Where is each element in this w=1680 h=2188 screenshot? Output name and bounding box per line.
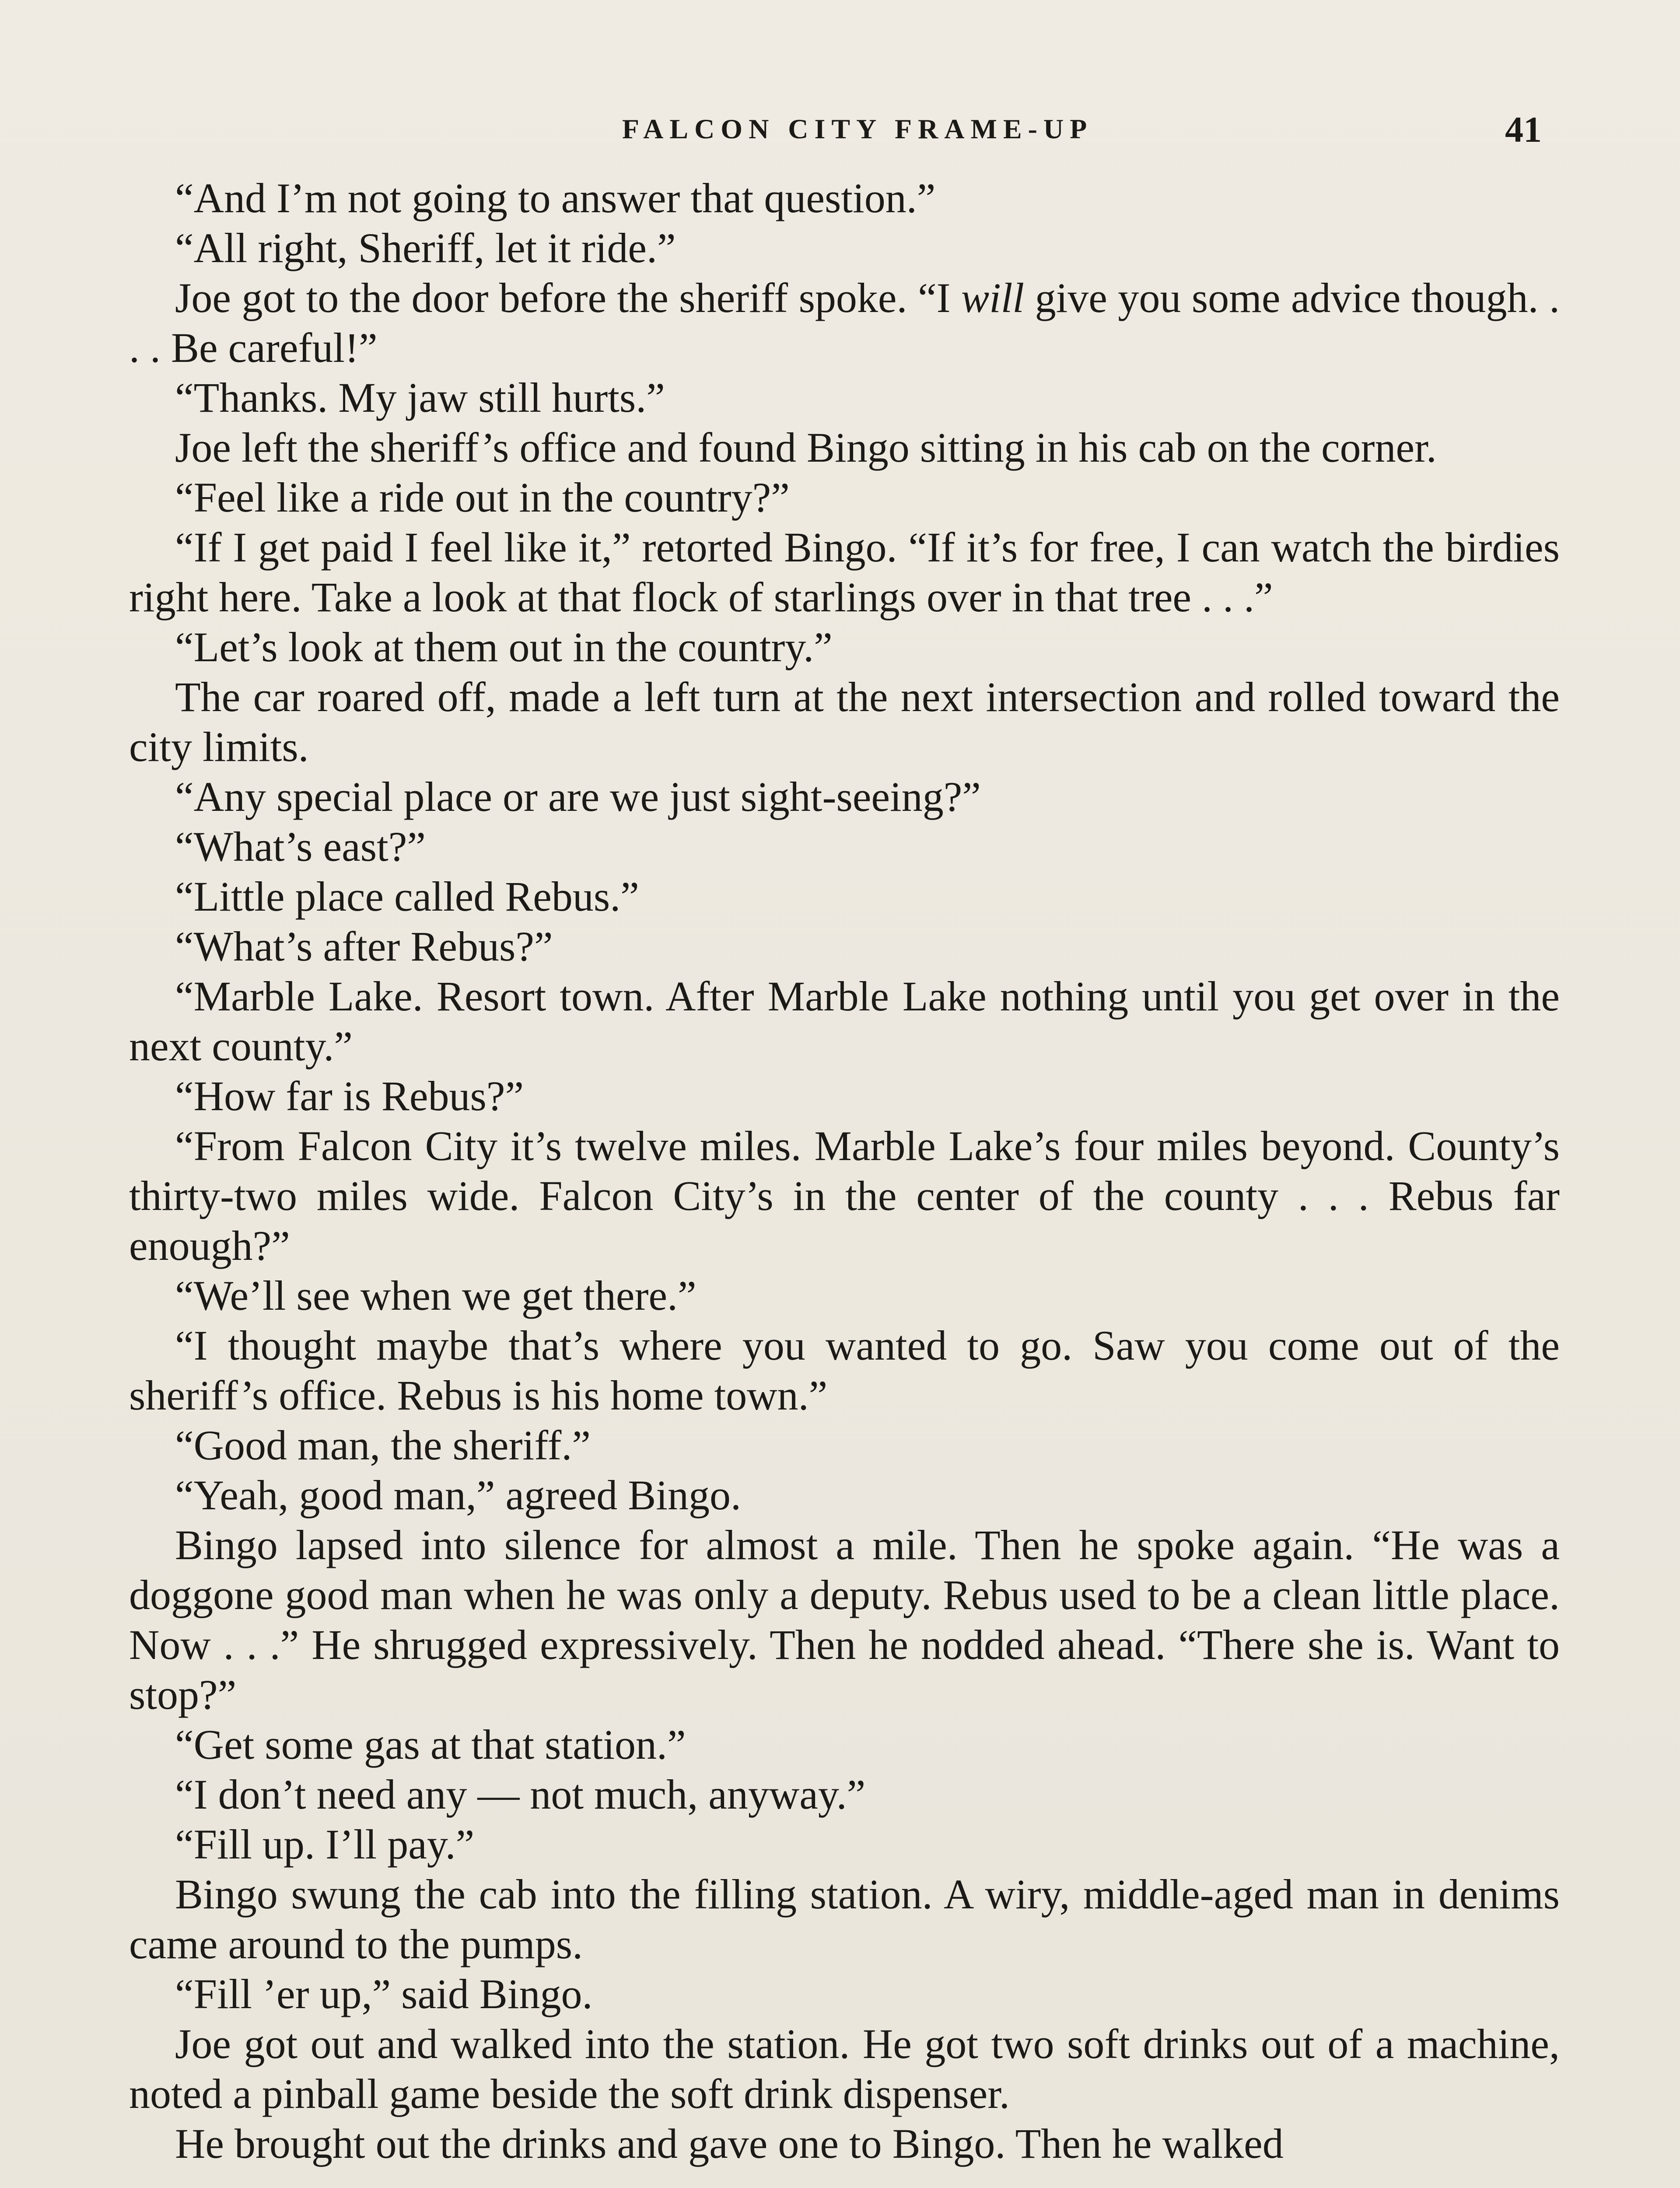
paragraph: The car roared off, made a left turn at the next intersection and rolled toward the city limits. <box>129 673 1560 770</box>
paragraph: “Fill ’er up,” said Bingo. <box>175 1971 593 2017</box>
paragraph: Joe got out and walked into the station. He got two soft drinks out of a machine, noted a pinball game beside the soft drink dispenser. <box>129 2020 1560 2117</box>
paragraph: “Fill up. I’ll pay.” <box>175 1821 475 1868</box>
paragraph: “Let’s look at them out in the country.” <box>175 624 833 670</box>
paragraph: “We’ll see when we get there.” <box>175 1272 696 1319</box>
paragraph: “How far is Rebus?” <box>175 1073 524 1119</box>
paragraph: “From Falcon City it’s twelve miles. Marble Lake’s four miles beyond. County’s thirty-two miles wide. Falcon City’s in the center of the county . . . Rebus far enough?” <box>129 1122 1560 1269</box>
paragraph: “Thanks. My jaw still hurts.” <box>175 374 665 421</box>
paragraph: “And I’m not going to answer that question.” <box>175 175 936 221</box>
paragraph: “Marble Lake. Resort town. After Marble Lake nothing until you get over in the next county.” <box>129 973 1560 1069</box>
paragraph: “Yeah, good man,” agreed Bingo. <box>175 1472 741 1518</box>
paragraph: “Little place called Rebus.” <box>175 873 639 920</box>
paragraph: “I don’t need any — not much, anyway.” <box>175 1771 866 1818</box>
paragraph: Joe left the sheriff’s office and found Bingo sitting in his cab on the corner. <box>175 424 1437 471</box>
paragraph <box>129 273 1560 373</box>
paragraph: “What’s east?” <box>175 823 426 870</box>
paragraph-text-before: Joe got to the door before the sheriff spoke. “I <box>175 274 962 321</box>
running-head: FALCON CITY FRAME-UP <box>622 113 1093 144</box>
paragraph: Bingo lapsed into silence for almost a mile. Then he spoke again. “He was a doggone good man when he was only a deputy. Rebus used to be a clean little place. Now . . .” He shrugged expressively. Then he nodded ahead. “There she is. Want to stop?” <box>129 1522 1560 1718</box>
paragraph: “Feel like a ride out in the country?” <box>175 474 790 521</box>
paragraph: “I thought maybe that’s where you wanted to go. Saw you come out of the sheriff’s office. Rebus is his home town.” <box>129 1322 1560 1419</box>
paragraph: He brought out the drinks and gave one to Bingo. Then he walked <box>175 2120 1284 2167</box>
paragraph: “If I get paid I feel like it,” retorted Bingo. “If it’s for free, I can watch the birdies right here. Take a look at that flock of starlings over in that tree . . .” <box>129 524 1560 621</box>
body-text <box>129 173 1560 2169</box>
paragraph: Bingo swung the cab into the filling station. A wiry, middle-aged man in denims came around to the pumps. <box>129 1871 1560 1967</box>
page-header <box>0 109 1680 152</box>
paragraph: “All right, Sheriff, let it ride.” <box>175 224 676 271</box>
paragraph: “Get some gas at that station.” <box>175 1721 686 1768</box>
paragraph: “Any special place or are we just sight-seeing?” <box>175 773 981 820</box>
emphasis-will: will <box>961 274 1025 321</box>
page-number: 41 <box>1505 109 1542 150</box>
paragraph: “Good man, the sheriff.” <box>175 1422 591 1469</box>
paragraph-text-after: give you some advice though. . . . Be careful!” <box>129 274 1560 371</box>
paragraph: “What’s after Rebus?” <box>175 923 553 970</box>
